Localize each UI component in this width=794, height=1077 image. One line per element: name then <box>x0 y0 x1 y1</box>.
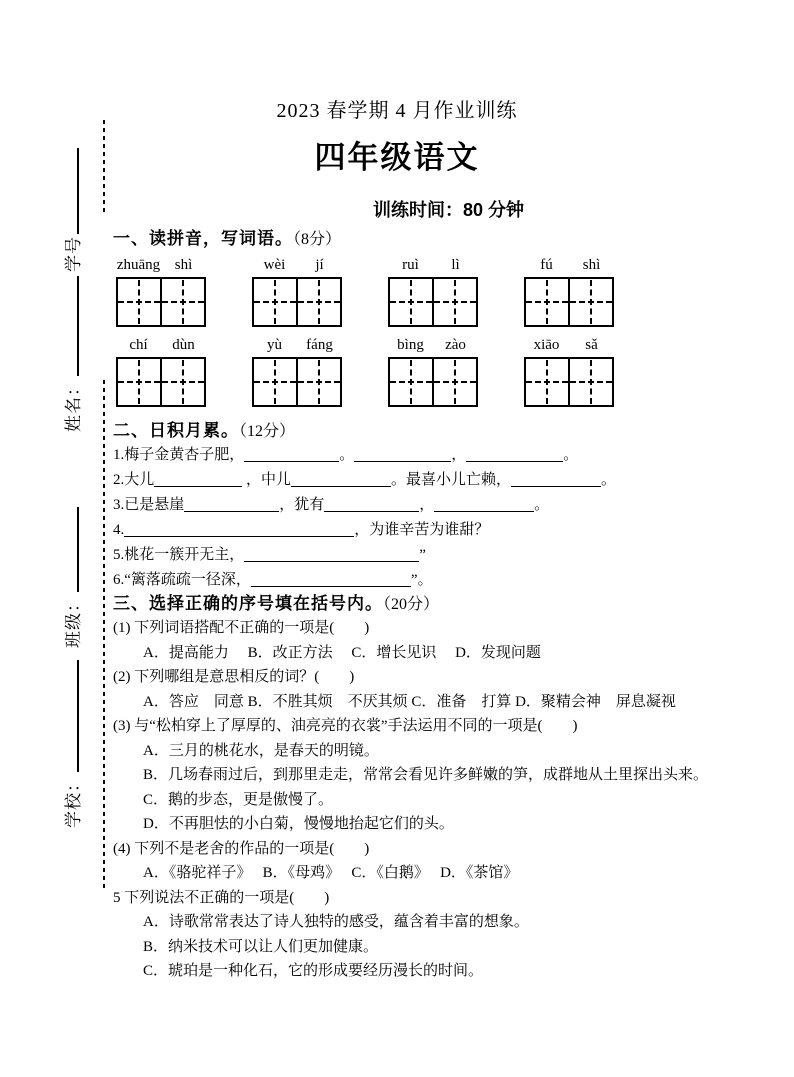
section-three-points: （20分） <box>383 596 440 613</box>
school-field <box>64 660 84 828</box>
question-options-line: C．琥珀是一种化石，它的形成要经历漫长的时间。 <box>143 963 484 979</box>
writing-cell <box>390 279 432 325</box>
question-options-line: A．诗歌常常表达了诗人独特的感受，蕴含着丰富的想象。 <box>143 914 529 930</box>
fill-line-text: 。最喜小儿亡赖， <box>391 472 512 488</box>
fill-line-text: ， <box>419 497 435 513</box>
answer-blank <box>244 547 419 562</box>
pinyin-row <box>116 255 761 275</box>
pinyin-syllable: dùn <box>172 337 195 353</box>
fill-line-text: 6.“篱落疏疏一径深， <box>113 572 251 588</box>
pinyin-syllable: bìng <box>397 337 424 353</box>
pinyin-syllable: ruì <box>402 257 419 273</box>
pinyin-grid-rows <box>113 255 761 407</box>
question-options-line: D．不再胆怯的小白菊，慢慢地抬起它们的头。 <box>143 816 454 832</box>
writing-cell <box>390 359 432 405</box>
question-stem: (4) 下列不是老舍的作品的一项是( ) <box>113 840 370 857</box>
answer-blank <box>511 472 601 487</box>
question-options-line: A．《骆驼祥子》 B．《母鸡》 C．《白鹅》 D．《茶馆》 <box>143 865 519 881</box>
fill-line <box>113 518 761 543</box>
fill-line-text: ， <box>451 447 467 463</box>
writing-grid <box>524 357 614 407</box>
pinyin-row <box>116 335 761 355</box>
fill-line-text: 。 <box>601 472 617 488</box>
question-options-line: B．几场春雨过后，到那里走走，常常会看见许多鲜嫩的笋，成群地从土里探出头来。 <box>143 767 709 783</box>
pinyin-word <box>116 335 206 355</box>
pinyin-syllable: jí <box>315 257 324 273</box>
writing-cell <box>254 359 296 405</box>
writing-grid <box>252 277 342 327</box>
pinyin-word <box>524 255 614 275</box>
answer-blank <box>291 472 391 487</box>
pinyin-syllable: shì <box>174 257 193 273</box>
student-name-blank <box>64 276 79 376</box>
question-stem: 5 下列说法不正确的一项是( ) <box>113 889 330 906</box>
duration-label: 训练时间：80 分钟 <box>373 200 525 220</box>
writing-cell <box>296 359 340 405</box>
answer-blank <box>466 447 563 462</box>
fill-line-text: 4. <box>113 522 125 538</box>
writing-cell <box>160 359 204 405</box>
paper-title: 2023 春学期 4 月作业训练 <box>276 100 518 122</box>
answer-blank <box>324 497 419 512</box>
pinyin-syllable: wèi <box>263 257 286 273</box>
fill-line-text: ，中儿 <box>242 472 292 488</box>
fill-line-text: 3.已是悬崖 <box>113 497 185 513</box>
answer-blank <box>154 472 242 487</box>
fill-line <box>113 468 761 493</box>
fill-line-text: ” <box>419 547 426 563</box>
answer-blank <box>124 522 354 537</box>
writing-grid-row <box>116 277 761 327</box>
writing-grid <box>388 357 478 407</box>
pinyin-word <box>252 335 342 355</box>
class-blank <box>64 507 79 592</box>
pinyin-syllable: sǎ <box>585 337 598 353</box>
fill-line-text: 。 <box>534 497 550 513</box>
question-options-line: C．鹅的步态，更是傲慢了。 <box>143 791 334 808</box>
answer-blank <box>251 572 411 587</box>
section-two-heading <box>113 420 761 443</box>
paper-subtitle: 四年级语文 <box>314 140 480 175</box>
pinyin-word <box>524 335 614 355</box>
section-three-heading <box>113 593 761 616</box>
writing-grid-row <box>116 357 761 407</box>
section-one-points: （8分） <box>293 231 342 248</box>
pinyin-syllable: fáng <box>306 337 333 353</box>
pinyin-word <box>388 255 478 275</box>
fill-line-text: ，犹有 <box>279 497 325 513</box>
pinyin-syllable: zhuāng <box>116 257 161 273</box>
writing-grid <box>116 357 206 407</box>
writing-cell <box>432 359 476 405</box>
pinyin-syllable: xiāo <box>533 337 560 353</box>
writing-cell <box>432 279 476 325</box>
answer-blank <box>354 447 451 462</box>
section-two-points: （12分） <box>239 423 296 440</box>
student-name-label: 姓名： <box>64 378 83 432</box>
pinyin-syllable: lì <box>451 257 460 273</box>
pinyin-word <box>388 335 478 355</box>
question-options-line: A．答应 同意 B．不胜其烦 不厌其烦 C．准备 打算 D．聚精会神 屏息凝视 <box>143 693 676 710</box>
pinyin-word <box>252 255 342 275</box>
section-one-heading <box>113 228 761 251</box>
fill-line-text: ”。 <box>410 572 433 588</box>
writing-cell <box>526 279 568 325</box>
question-stem: (2) 下列哪组是意思相反的词？( ) <box>113 669 355 685</box>
pinyin-syllable: chí <box>129 337 148 353</box>
class-label: 班级： <box>64 594 83 648</box>
writing-grid <box>116 277 206 327</box>
pinyin-syllable: zào <box>445 337 466 353</box>
writing-cell <box>568 359 612 405</box>
section-one-heading-text: 一、读拼音，写词语。 <box>113 229 293 248</box>
section-three-heading-text: 三、选择正确的序号填在括号内。 <box>113 594 383 613</box>
writing-grid <box>252 357 342 407</box>
writing-cell <box>118 279 160 325</box>
writing-grid <box>524 277 614 327</box>
pinyin-word <box>116 255 206 275</box>
answer-blank <box>434 497 534 512</box>
fill-line-text: 2.大儿 <box>113 472 155 488</box>
fill-line <box>113 443 761 468</box>
fill-line <box>113 543 761 568</box>
school-label: 学校： <box>64 774 83 828</box>
question-options-line: B．纳米技术可以让人们更加健康。 <box>143 938 379 955</box>
question-options-line: A．三月的桃花水，是春天的明镜。 <box>143 742 379 759</box>
writing-cell <box>296 279 340 325</box>
writing-cell <box>118 359 160 405</box>
school-blank <box>64 660 79 772</box>
fill-line-text: 1.梅子金黄杏子肥， <box>113 447 245 463</box>
writing-cell <box>160 279 204 325</box>
question-stem: (3) 与“松柏穿上了厚厚的、油亮亮的衣裳”手法运用不同的一项是( ) <box>113 718 578 734</box>
answer-blank <box>184 497 279 512</box>
answer-blank <box>244 447 339 462</box>
fill-line-text: ，为谁辛苦为谁甜？ <box>354 522 490 538</box>
writing-grid <box>388 277 478 327</box>
question-stem: (1) 下列词语搭配不正确的一项是( ) <box>113 620 370 636</box>
writing-cell <box>568 279 612 325</box>
fill-line-text: 。 <box>339 447 355 463</box>
writing-cell <box>254 279 296 325</box>
main-content <box>113 228 761 984</box>
fill-line-text: 5.桃花一簇开无主， <box>113 547 245 563</box>
section-two-heading-text: 二、日积月累。 <box>113 421 239 440</box>
writing-cell <box>526 359 568 405</box>
left-dashed-rule-main <box>103 380 105 892</box>
pinyin-syllable: shì <box>582 257 601 273</box>
pinyin-syllable: yù <box>267 337 282 353</box>
fill-line <box>113 568 761 593</box>
fill-line-text: 。 <box>563 447 579 463</box>
student-name-field <box>64 276 84 432</box>
class-field <box>64 507 84 648</box>
student-id-label: 学号 <box>64 236 83 272</box>
multiple-choice-questions <box>113 616 761 984</box>
pinyin-syllable: fú <box>540 257 553 273</box>
question-options-line: A．提高能力 B．改正方法 C．增长见识 D．发现问题 <box>143 644 541 661</box>
fill-in-lines <box>113 443 761 593</box>
fill-line <box>113 493 761 518</box>
